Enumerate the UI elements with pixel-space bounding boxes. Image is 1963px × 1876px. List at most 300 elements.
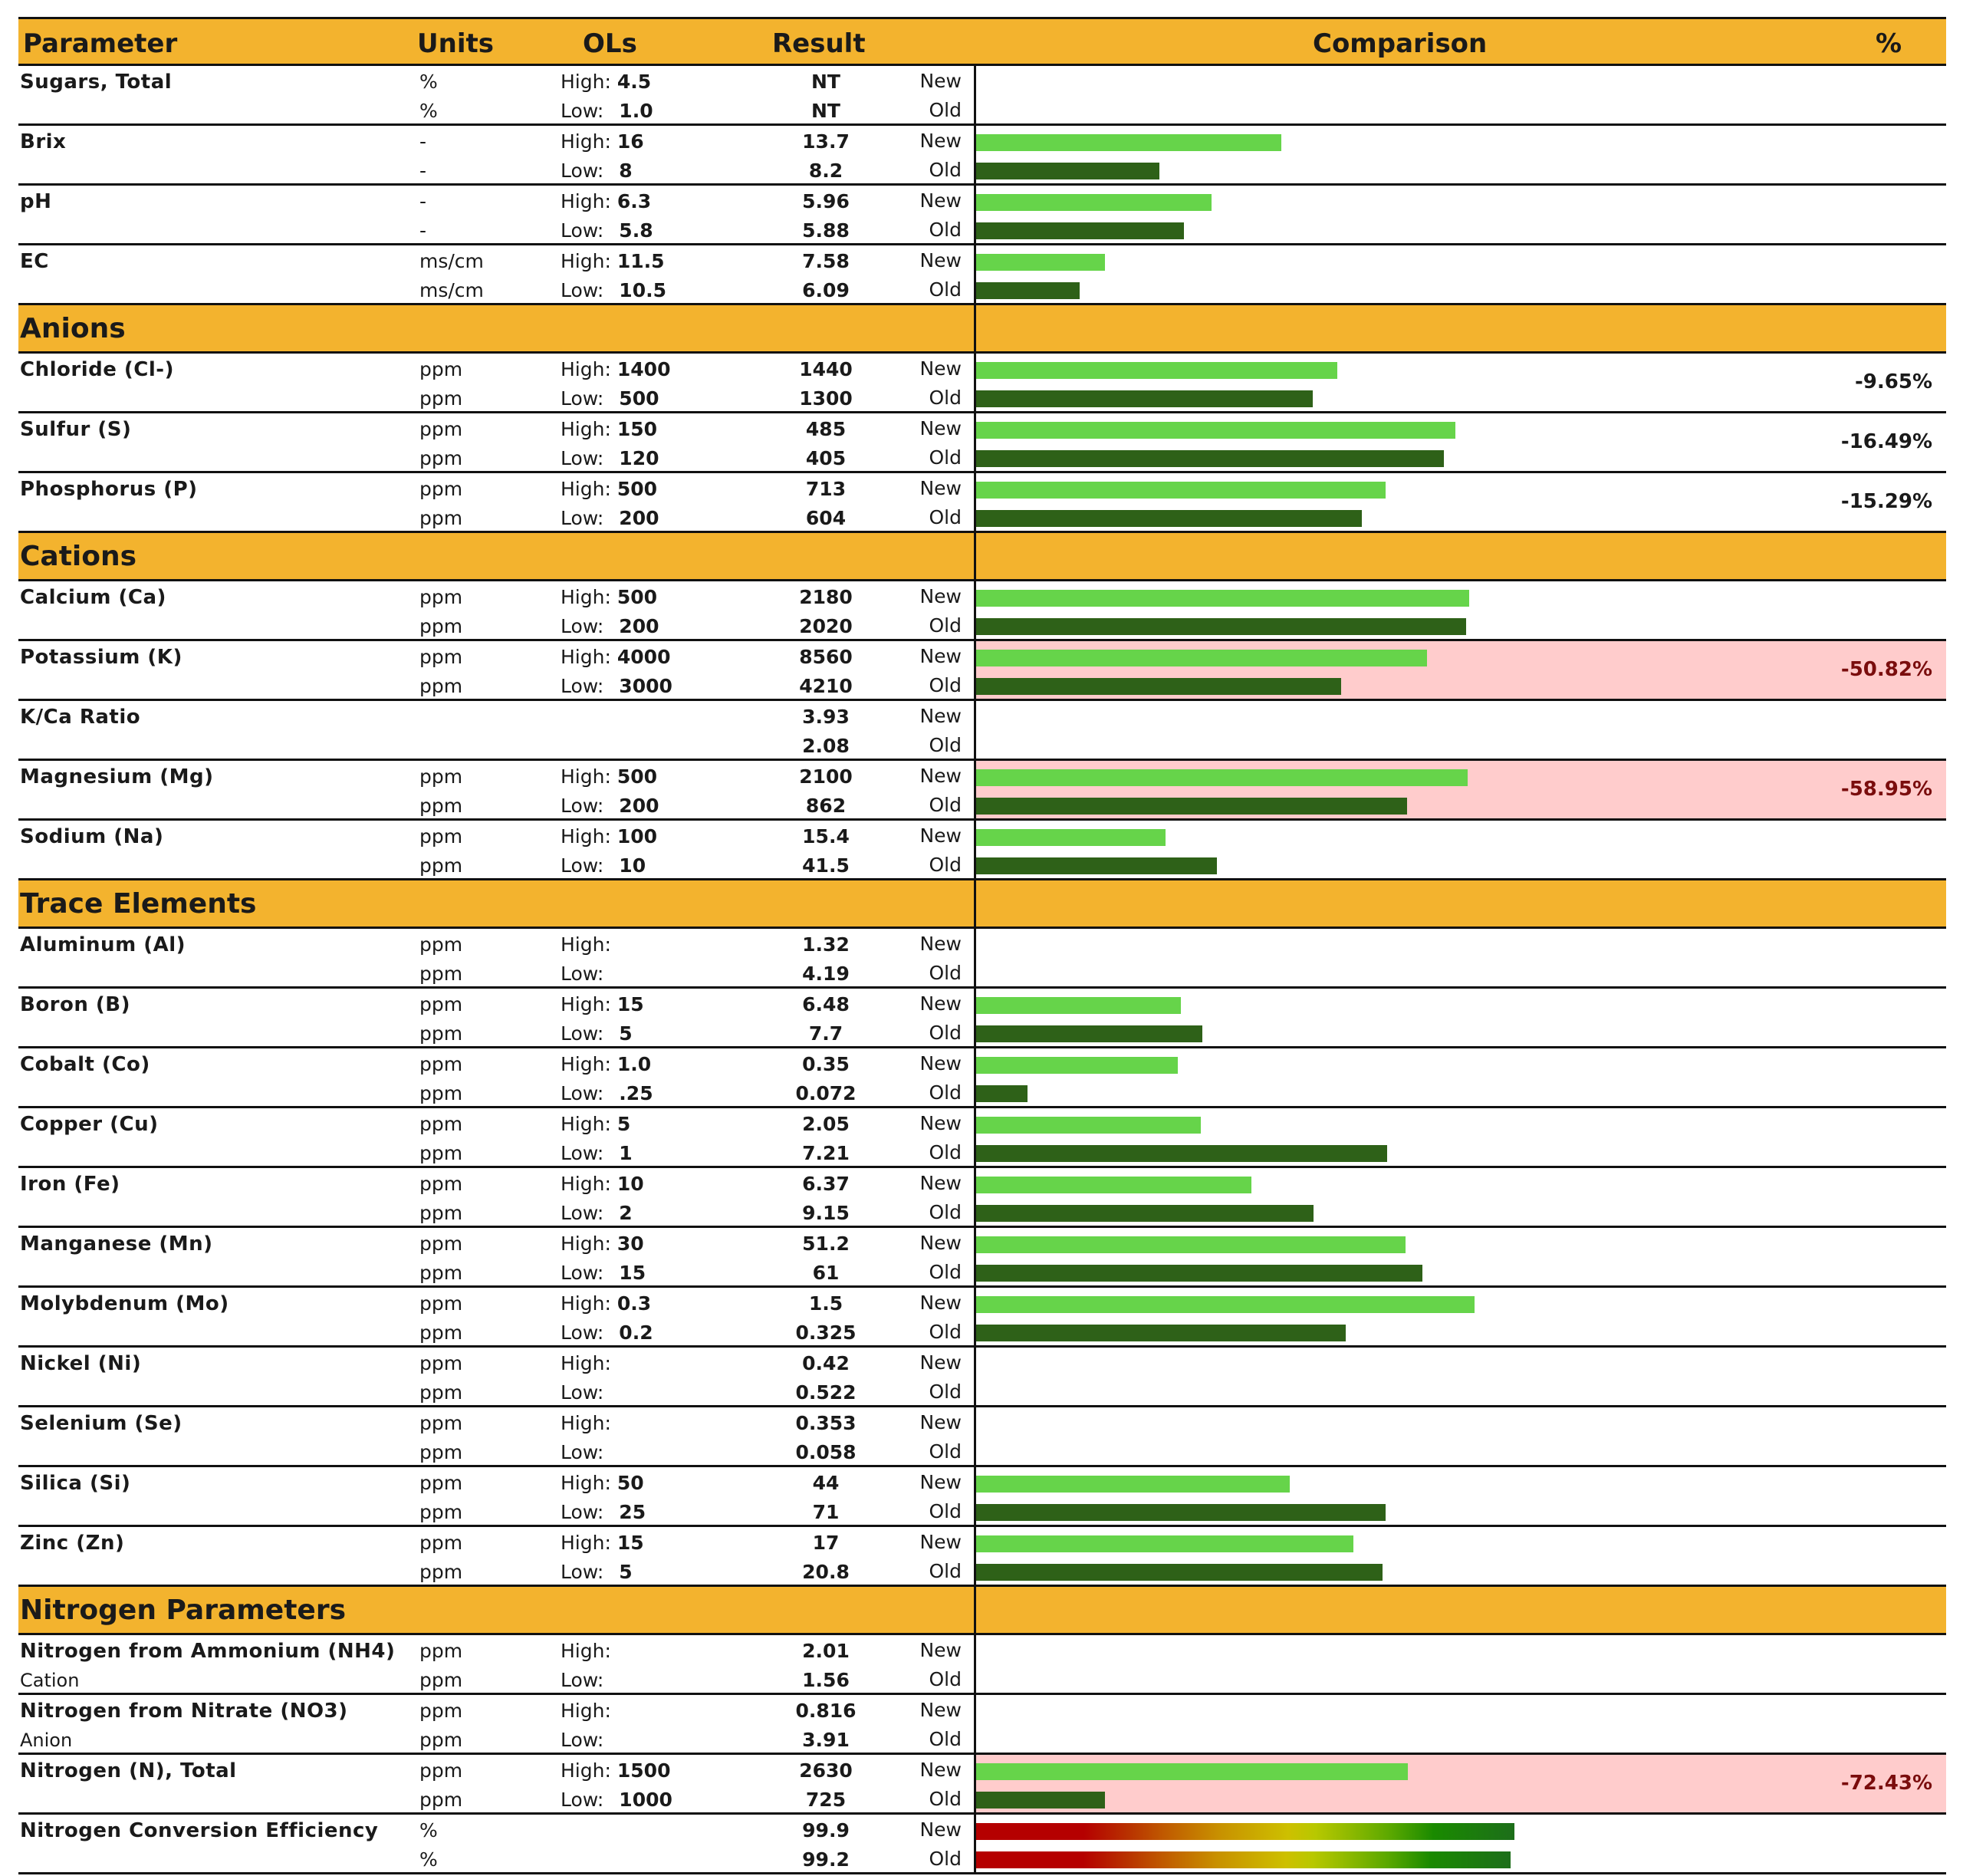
table-row xyxy=(18,1635,1946,1695)
ol-low xyxy=(561,387,659,410)
column-divider xyxy=(974,821,976,878)
bar-new xyxy=(976,997,1181,1014)
units-old: ppm xyxy=(419,1262,463,1284)
ol-low xyxy=(561,1022,633,1045)
parameter-name: Phosphorus (P) xyxy=(20,478,198,501)
comparison-cell xyxy=(976,761,1946,818)
result-new: 0.42 xyxy=(802,1352,850,1374)
ol-low-label: Low: xyxy=(561,387,604,410)
ol-high-label: High: xyxy=(561,1352,611,1374)
table-row xyxy=(18,126,1946,186)
parameter-name: Copper (Cu) xyxy=(20,1113,159,1136)
ol-high-value: 150 xyxy=(617,418,658,440)
section-header xyxy=(18,305,1946,354)
column-divider xyxy=(974,1407,976,1465)
tag-old: Old xyxy=(929,1440,962,1463)
column-divider xyxy=(974,701,976,759)
units-new: % xyxy=(419,71,438,93)
tag-new: New xyxy=(919,1411,962,1433)
column-divider xyxy=(974,1695,976,1753)
comparison-cell xyxy=(976,66,1946,123)
ol-low-label: Low: xyxy=(561,1441,604,1463)
result-new: 0.35 xyxy=(802,1053,850,1075)
result-old: 2.08 xyxy=(802,735,850,757)
tag-new: New xyxy=(919,765,962,787)
parameter-name: Iron (Fe) xyxy=(20,1173,120,1196)
tag-old: Old xyxy=(929,854,962,876)
ol-high-value: 500 xyxy=(617,586,658,608)
result-new: 44 xyxy=(812,1472,840,1494)
result-old: NT xyxy=(811,100,840,122)
result-new: 1.32 xyxy=(802,933,850,956)
result-old: 20.8 xyxy=(802,1561,850,1583)
tag-old: Old xyxy=(929,1201,962,1223)
bar-old xyxy=(976,1205,1314,1222)
tag-old: Old xyxy=(929,1381,962,1403)
result-new: 1.5 xyxy=(808,1292,843,1315)
bar-new xyxy=(976,134,1281,151)
bar-new xyxy=(976,1057,1178,1074)
ol-high xyxy=(561,418,657,440)
table-row xyxy=(18,1168,1946,1228)
comparison-cell xyxy=(976,1228,1946,1285)
ol-high xyxy=(561,190,651,212)
table-row xyxy=(18,989,1946,1048)
result-old: 4210 xyxy=(799,675,853,697)
result-old: 0.058 xyxy=(795,1441,857,1463)
result-old: 2020 xyxy=(799,615,853,637)
result-new: 713 xyxy=(805,478,847,500)
bar-new xyxy=(976,1236,1406,1253)
result-new: 2100 xyxy=(799,765,853,788)
bar-new xyxy=(976,1117,1201,1134)
ol-high-value: 500 xyxy=(617,765,658,788)
ol-low-value: 3000 xyxy=(619,675,672,697)
ol-low-value: 8 xyxy=(619,160,633,182)
table-row xyxy=(18,581,1946,641)
bar-old xyxy=(976,798,1407,815)
result-new: 51.2 xyxy=(802,1233,850,1255)
tag-old: Old xyxy=(929,1728,962,1750)
bar-old xyxy=(976,163,1159,179)
tag-old: Old xyxy=(929,1560,962,1582)
column-divider xyxy=(974,880,976,926)
ol-low-value: 120 xyxy=(619,447,659,469)
percent-change: -50.82% xyxy=(1840,658,1932,681)
parameter-name: EC xyxy=(20,250,49,273)
parameter-name: Zinc (Zn) xyxy=(20,1532,125,1555)
units-old: ppm xyxy=(419,1202,463,1224)
result-new: 485 xyxy=(805,418,847,440)
tag-old: Old xyxy=(929,1141,962,1163)
units-old: ms/cm xyxy=(419,279,484,301)
tag-old: Old xyxy=(929,506,962,528)
ol-high xyxy=(561,71,651,93)
ol-low-label: Low: xyxy=(561,1381,604,1404)
column-divider xyxy=(974,761,976,818)
ol-low xyxy=(561,279,666,301)
units-new: ppm xyxy=(419,1412,463,1434)
parameter-name: Brix xyxy=(20,130,67,153)
result-old: 0.522 xyxy=(795,1381,857,1404)
tag-new: New xyxy=(919,130,962,152)
tag-new: New xyxy=(919,705,962,727)
result-new: 17 xyxy=(812,1532,840,1554)
units-old: ppm xyxy=(419,447,463,469)
ol-low xyxy=(561,795,659,817)
units-old: ppm xyxy=(419,1142,463,1164)
ol-low xyxy=(561,1142,633,1164)
column-divider xyxy=(974,1048,976,1106)
tag-old: Old xyxy=(929,99,962,121)
units-new: % xyxy=(419,1819,438,1841)
column-divider xyxy=(974,989,976,1046)
comparison-cell xyxy=(976,1467,1946,1525)
bar-old xyxy=(976,1085,1028,1102)
tag-new: New xyxy=(919,1818,962,1841)
units-old: ppm xyxy=(419,1501,463,1523)
ol-low-label: Low: xyxy=(561,100,604,122)
result-old: 9.15 xyxy=(802,1202,850,1224)
units-new: ppm xyxy=(419,765,463,788)
column-divider xyxy=(974,533,976,579)
comparison-cell xyxy=(976,701,1946,759)
units-new: ppm xyxy=(419,1700,463,1722)
parameter-name: Sulfur (S) xyxy=(20,418,132,441)
ol-low-label: Low: xyxy=(561,279,604,301)
units-old: ppm xyxy=(419,615,463,637)
bar-old xyxy=(976,1265,1422,1282)
bar-new xyxy=(976,1763,1408,1780)
parameter-name: Chloride (Cl-) xyxy=(20,358,174,381)
tag-new: New xyxy=(919,824,962,847)
ol-low xyxy=(561,1441,619,1463)
tag-old: Old xyxy=(929,159,962,181)
bar-new xyxy=(976,769,1468,786)
units-old: ppm xyxy=(419,1729,463,1751)
bar-new xyxy=(976,482,1386,499)
units-new: - xyxy=(419,130,427,153)
parameter-name: Selenium (Se) xyxy=(20,1412,182,1435)
comparison-cell xyxy=(976,245,1946,303)
tag-new: New xyxy=(919,1471,962,1493)
parameter-name: Nitrogen (N), Total xyxy=(20,1759,237,1782)
bar-old xyxy=(976,282,1080,299)
units-new: ppm xyxy=(419,1640,463,1662)
tag-old: Old xyxy=(929,1081,962,1104)
units-new: ppm xyxy=(419,646,463,668)
header-percent: % xyxy=(1876,28,1902,59)
table-row xyxy=(18,761,1946,821)
ol-low-label: Low: xyxy=(561,615,604,637)
ol-low-label: Low: xyxy=(561,1082,604,1104)
ol-low-value: 0.2 xyxy=(619,1321,653,1344)
comparison-cell xyxy=(976,929,1946,986)
ol-low xyxy=(561,1082,653,1104)
ol-high xyxy=(561,993,644,1015)
ol-low-value: 5 xyxy=(619,1022,633,1045)
ol-low-value: 200 xyxy=(619,795,659,817)
parameter-name: Aluminum (Al) xyxy=(20,933,186,956)
tag-new: New xyxy=(919,1292,962,1314)
column-divider xyxy=(974,1348,976,1405)
section-title: Nitrogen Parameters xyxy=(20,1595,347,1626)
column-divider xyxy=(974,1815,976,1872)
result-new: 1440 xyxy=(799,358,853,380)
table-row xyxy=(18,929,1946,989)
units-new: ppm xyxy=(419,418,463,440)
units-old: ppm xyxy=(419,1082,463,1104)
result-new: 8560 xyxy=(799,646,853,668)
ol-low xyxy=(561,854,646,877)
tag-old: Old xyxy=(929,1500,962,1522)
tag-old: Old xyxy=(929,1848,962,1870)
result-new: 6.37 xyxy=(802,1173,850,1195)
ol-low-label: Low: xyxy=(561,447,604,469)
tag-new: New xyxy=(919,645,962,667)
table-row xyxy=(18,641,1946,701)
result-new: 15.4 xyxy=(802,825,850,847)
ol-high-value: 0.3 xyxy=(617,1292,652,1315)
result-new: 7.58 xyxy=(802,250,850,272)
column-divider xyxy=(974,1635,976,1693)
units-new: - xyxy=(419,190,427,212)
ol-low xyxy=(561,507,659,529)
ol-high-label: High: xyxy=(561,825,611,847)
ol-high-value: 1500 xyxy=(617,1759,671,1782)
result-old: 1.56 xyxy=(802,1669,850,1691)
ol-low-value: 1 xyxy=(619,1142,633,1164)
units-new: ppm xyxy=(419,1352,463,1374)
tag-new: New xyxy=(919,1531,962,1553)
ol-low xyxy=(561,615,659,637)
column-divider xyxy=(974,581,976,639)
comparison-cell xyxy=(976,126,1946,183)
table-row xyxy=(18,701,1946,761)
ol-high-label: High: xyxy=(561,1053,611,1075)
ol-high-value: 11.5 xyxy=(617,250,665,272)
column-divider xyxy=(974,245,976,303)
ol-high-label: High: xyxy=(561,993,611,1015)
column-divider xyxy=(974,929,976,986)
column-divider xyxy=(974,354,976,411)
ol-low xyxy=(561,1729,619,1751)
tag-old: Old xyxy=(929,1668,962,1690)
ol-low-value: 5 xyxy=(619,1561,633,1583)
tag-old: Old xyxy=(929,387,962,409)
ol-low-value: .25 xyxy=(619,1082,653,1104)
ol-high-label: High: xyxy=(561,250,611,272)
column-divider xyxy=(974,186,976,243)
ol-low xyxy=(561,447,659,469)
column-divider xyxy=(974,473,976,531)
table-body xyxy=(18,66,1946,1874)
bar-old xyxy=(976,1792,1105,1809)
ol-high-label: High: xyxy=(561,586,611,608)
parameter-name: Potassium (K) xyxy=(20,646,182,669)
ol-high-label: High: xyxy=(561,358,611,380)
units-new: ppm xyxy=(419,1532,463,1554)
ol-low xyxy=(561,1321,653,1344)
tag-new: New xyxy=(919,70,962,92)
ol-low xyxy=(561,160,633,182)
units-old: % xyxy=(419,1848,438,1871)
bar-old xyxy=(976,1325,1346,1341)
tag-new: New xyxy=(919,189,962,212)
ol-high-value: 15 xyxy=(617,1532,644,1554)
tag-old: Old xyxy=(929,962,962,984)
ol-high xyxy=(561,130,644,153)
tag-old: Old xyxy=(929,1788,962,1810)
section-title: Anions xyxy=(20,313,126,344)
tag-new: New xyxy=(919,1232,962,1254)
ol-high xyxy=(561,1113,630,1135)
bar-old xyxy=(976,510,1362,527)
ol-high-label: High: xyxy=(561,418,611,440)
comparison-cell xyxy=(976,1168,1946,1226)
parameter-subtitle: Cation xyxy=(20,1670,80,1691)
tag-new: New xyxy=(919,417,962,439)
ol-high xyxy=(561,1352,617,1374)
tag-new: New xyxy=(919,1351,962,1374)
ol-high-value: 15 xyxy=(617,993,644,1015)
table-row xyxy=(18,245,1946,305)
result-new: 2630 xyxy=(799,1759,853,1782)
units-new: ppm xyxy=(419,993,463,1015)
table-row xyxy=(18,1527,1946,1587)
units-new: ppm xyxy=(419,1053,463,1075)
header-ols: OLs xyxy=(583,28,637,59)
ol-low-label: Low: xyxy=(561,1501,604,1523)
ol-high-value: 50 xyxy=(617,1472,644,1494)
column-divider xyxy=(974,1288,976,1345)
table-row xyxy=(18,354,1946,413)
bar-new xyxy=(976,254,1105,271)
ol-low-label: Low: xyxy=(561,1789,604,1811)
ol-high xyxy=(561,1700,617,1722)
bar-new xyxy=(976,650,1427,666)
parameter-name: K/Ca Ratio xyxy=(20,706,141,729)
tag-old: Old xyxy=(929,1321,962,1343)
result-old: 41.5 xyxy=(802,854,850,877)
units-old: ppm xyxy=(419,507,463,529)
table-row xyxy=(18,1755,1946,1815)
tag-old: Old xyxy=(929,1261,962,1283)
units-old: ppm xyxy=(419,1789,463,1811)
units-old: ppm xyxy=(419,795,463,817)
units-new: ppm xyxy=(419,825,463,847)
comparison-cell xyxy=(976,1048,1946,1106)
analysis-table xyxy=(18,17,1946,1874)
units-old: ppm xyxy=(419,854,463,877)
tag-new: New xyxy=(919,1759,962,1781)
column-divider xyxy=(974,1467,976,1525)
ol-high xyxy=(561,1173,644,1195)
ol-high-value: 5 xyxy=(617,1113,631,1135)
tag-new: New xyxy=(919,249,962,272)
ol-high xyxy=(561,1472,644,1494)
ol-low-label: Low: xyxy=(561,1262,604,1284)
result-old: 0.325 xyxy=(795,1321,857,1344)
ol-high xyxy=(561,250,665,272)
result-old: 862 xyxy=(805,795,847,817)
table-row xyxy=(18,1467,1946,1527)
ol-low-label: Low: xyxy=(561,854,604,877)
tag-new: New xyxy=(919,1699,962,1721)
ol-high-value: 30 xyxy=(617,1233,644,1255)
tag-new: New xyxy=(919,477,962,499)
column-divider xyxy=(974,305,976,351)
table-header xyxy=(18,17,1946,66)
units-old: ppm xyxy=(419,1321,463,1344)
ol-high xyxy=(561,358,670,380)
column-divider xyxy=(974,126,976,183)
result-old: 7.21 xyxy=(802,1142,850,1164)
column-divider xyxy=(974,641,976,699)
comparison-cell xyxy=(976,473,1946,531)
bar-old xyxy=(976,678,1341,695)
ol-high-value: 16 xyxy=(617,130,644,153)
bar-old xyxy=(976,1025,1202,1042)
comparison-cell xyxy=(976,1407,1946,1465)
table-row xyxy=(18,1108,1946,1168)
parameter-name: Magnesium (Mg) xyxy=(20,765,214,788)
bar-old xyxy=(976,1564,1383,1581)
ol-low-label: Low: xyxy=(561,1142,604,1164)
comparison-cell xyxy=(976,989,1946,1046)
ol-low-value: 25 xyxy=(619,1501,646,1523)
ol-low-label: Low: xyxy=(561,1321,604,1344)
result-new: 6.48 xyxy=(802,993,850,1015)
ol-low-label: Low: xyxy=(561,963,604,985)
parameter-name: Molybdenum (Mo) xyxy=(20,1292,229,1315)
ol-low-label: Low: xyxy=(561,219,604,242)
tag-new: New xyxy=(919,1052,962,1075)
bar-old xyxy=(976,222,1184,239)
header-comparison: Comparison xyxy=(1313,28,1488,59)
ol-low-value: 200 xyxy=(619,507,659,529)
ol-low-label: Low: xyxy=(561,795,604,817)
ol-high xyxy=(561,1053,651,1075)
tag-old: Old xyxy=(929,1022,962,1044)
tag-new: New xyxy=(919,992,962,1015)
parameter-name: Manganese (Mn) xyxy=(20,1233,213,1256)
comparison-cell xyxy=(976,1695,1946,1753)
comparison-cell xyxy=(976,413,1946,471)
parameter-name: pH xyxy=(20,190,52,213)
table-row xyxy=(18,1288,1946,1348)
ol-low-value: 2 xyxy=(619,1202,633,1224)
result-new: 3.93 xyxy=(802,706,850,728)
comparison-cell xyxy=(976,186,1946,243)
result-old: 4.19 xyxy=(802,963,850,985)
comparison-cell xyxy=(976,1348,1946,1405)
result-old: 7.7 xyxy=(808,1022,843,1045)
percent-change: -72.43% xyxy=(1840,1772,1932,1795)
parameter-name: Silica (Si) xyxy=(20,1472,131,1495)
bar-old xyxy=(976,1504,1386,1521)
ol-high-label: High: xyxy=(561,1759,611,1782)
parameter-name: Cobalt (Co) xyxy=(20,1053,150,1076)
parameter-subtitle: Anion xyxy=(20,1730,73,1751)
parameter-name: Nitrogen from Ammonium (NH4) xyxy=(20,1640,396,1663)
units-old: ppm xyxy=(419,675,463,697)
bar-old xyxy=(976,618,1466,635)
table-row xyxy=(18,1695,1946,1755)
comparison-cell xyxy=(976,1288,1946,1345)
comparison-cell xyxy=(976,354,1946,411)
tag-old: Old xyxy=(929,614,962,637)
